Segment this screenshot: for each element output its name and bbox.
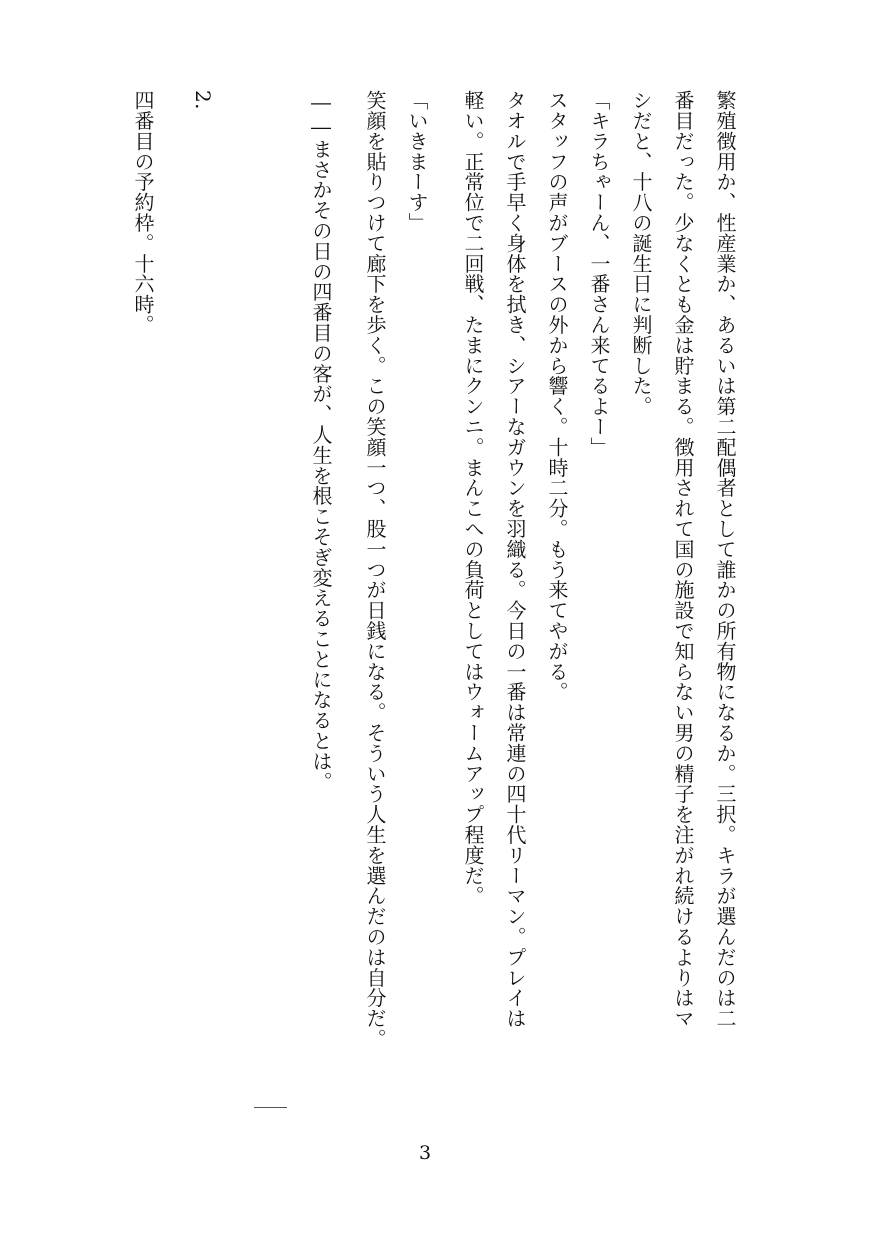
footnote-rule bbox=[254, 1107, 287, 1108]
text-column-8: 「いきまーす」 bbox=[405, 90, 429, 233]
text-column-1: 繁殖徴用か、性産業か、あるいは第二配偶者として誰かの所有物になるか。三択。キラが選んだのは二 bbox=[713, 90, 737, 1029]
text-column-13 bbox=[170, 90, 200, 1120]
text-column-11 bbox=[264, 90, 294, 1120]
section-heading: 2. bbox=[191, 90, 215, 110]
text-column-4: 「キラちゃーん、一番さん来てるよー」 bbox=[587, 90, 611, 458]
text-column-9: 笑顔を貼りつけて廊下を歩く。この笑顔一つ、股一つが日銭になる。そういう人生を選んだのは自分だ。 bbox=[363, 90, 387, 1049]
text-column-6: タオルで手早く身体を拭き、シアーなガウンを羽織る。今日の一番は常連の四十代リーマン。プレイは bbox=[503, 90, 527, 1029]
text-column-10: ――まさかその日の四番目の客が、人生を根こそぎ変えることになるとは。 bbox=[309, 90, 333, 792]
text-column-2: 番目だった。少なくとも金は貯まる。徴用されて国の施設で知らない男の精子を注がれ続けるよりはマ bbox=[671, 90, 695, 1029]
text-column-5: スタッフの声がブースの外から響く。十時二分。もう来てやがる。 bbox=[545, 90, 569, 702]
text-column-3: シだと、十八の誕生日に判断した。 bbox=[629, 90, 653, 417]
text-column-7: 軽い。正常位で二回戦、たまにクンニ。まんこへの負荷としてはウォームアップ程度だ。 bbox=[461, 90, 485, 906]
text-column-14: 四番目の予約枠。十六時。 bbox=[131, 90, 155, 335]
page-number: 3 bbox=[418, 1142, 432, 1164]
